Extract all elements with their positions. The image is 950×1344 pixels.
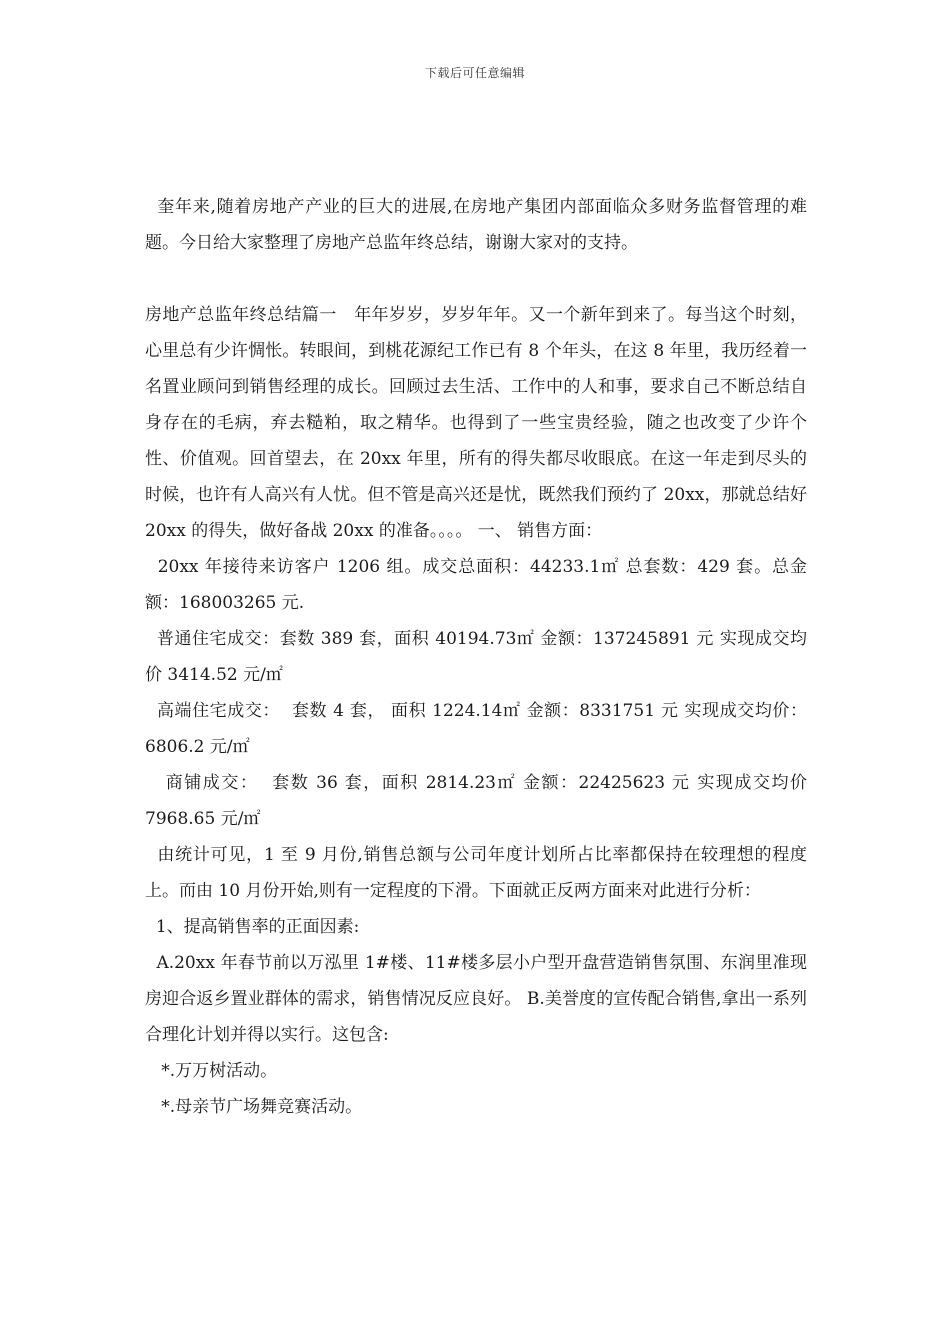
visitor-stats-paragraph: 20xx 年接待来访客户 1206 组。成交总面积：44233.1㎡ 总套数：429 套。总金额：168003265 元. — [145, 557, 807, 613]
activity-item: *.母亲节广场舞竞赛活动。 — [145, 1097, 363, 1117]
shops-paragraph: 商铺成交： 套数 36 套，面积 2814.23㎡ 金额：22425623 元 实现成交均价 7968.65 元/㎡ — [145, 773, 813, 829]
summary-paragraph: 房地产总监年终总结篇一 年年岁岁，岁岁年年。又一个新年到来了。每当这个时刻，心里总有少许惆怅。转眼间，到桃花源纪工作已有 8 个年头，在这 8 年里，我历经着一名置业顾问到销售经理的成长。回顾过去生活、工作中的人和事，要求自己不断总结自身存在的毛病，弃去糙粕，取之精华。也得到了一些宝贵经验，随之也改变了少许个性、价值观。回首望去，在 20xx 年里，所有的得失都尽收眼底。在这一年走到尽头的时候，也许有人高兴有人忧。但不管是高兴还是忧，既然我们预约了 20xx，那就总结好 20xx 的得失，做好备战 20xx 的准备。。。。 一、 销售方面： — [145, 305, 813, 541]
intro-paragraph: 奎年来,随着房地产产业的巨大的进展,在房地产集团内部面临众多财务监督管理的难题。今日给大家整理了房地产总监年终总结，谢谢大家对的支持。 — [145, 197, 807, 253]
page-header-note: 下载后可任意编辑 — [424, 66, 525, 80]
positive-factors-paragraph: A.20xx 年春节前以万泓里 1#楼、11#楼多层小户型开盘营造销售氛围、东润里准现房迎合返乡置业群体的需求，销售情况反应良好。 B.美誉度的宣传配合销售,拿出一系列合理化计划并得以实行。这包含: — [145, 953, 807, 1045]
analysis-paragraph: 由统计可见，1 至 9 月份,销售总额与公司年度计划所占比率都保持在较理想的程度上。而由 10 月份开始,则有一定程度的下滑。下面就正反两方面来对此进行分析： — [145, 845, 807, 901]
document-body — [145, 189, 813, 1125]
regular-housing-paragraph: 普通住宅成交：套数 389 套，面积 40194.73㎡ 金额：137245891 元 实现成交均价 3414.52 元/㎡ — [145, 629, 808, 685]
high-end-housing-paragraph: 高端住宅成交： 套数 4 套， 面积 1224.14㎡ 金额：8331751 元 实现成交均价：6806.2 元/㎡ — [145, 701, 807, 757]
activity-item: *.万万树活动。 — [145, 1061, 278, 1081]
positive-factors-heading: 1、提高销售率的正面因素: — [145, 917, 360, 937]
